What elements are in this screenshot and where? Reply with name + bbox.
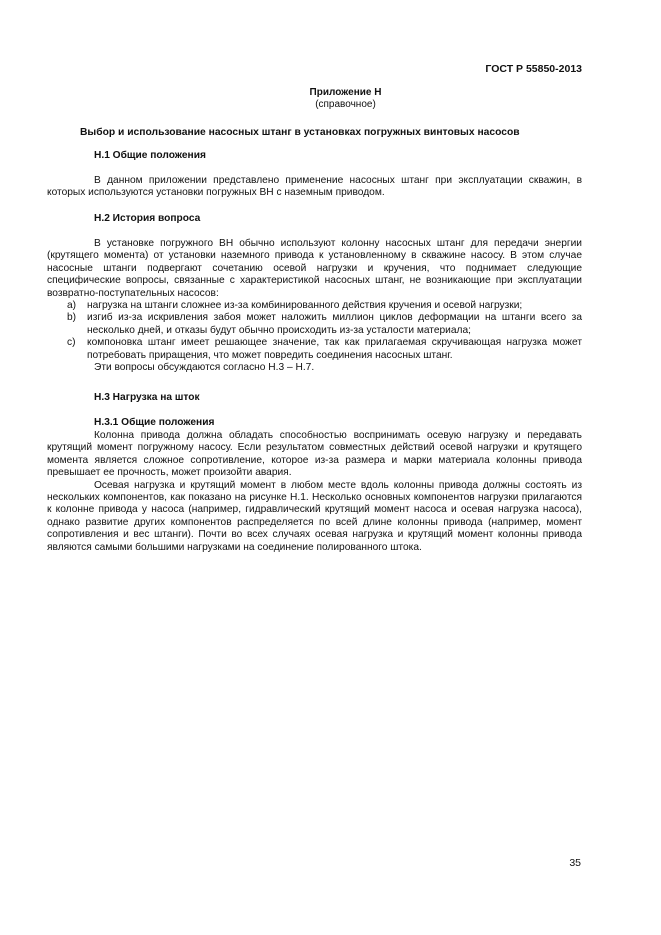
standard-header: ГОСТ Р 55850-2013 [485, 63, 582, 75]
subsection-heading-h3-1: Н.3.1 Общие положения [94, 417, 215, 428]
section-h2-body [47, 238, 582, 374]
section-h1-body [47, 175, 582, 200]
page-number: 35 [569, 857, 581, 869]
appendix-title: Приложение Н [309, 87, 382, 98]
list-marker: a) [67, 300, 77, 312]
section-h3-body [47, 430, 582, 554]
list-marker: b) [67, 312, 77, 324]
section-heading-h1: Н.1 Общие положения [94, 150, 206, 161]
paragraph: Эти вопросы обсуждаются согласно Н.3 – Н.7. [94, 362, 315, 374]
section-heading-h2: Н.2 История вопроса [94, 213, 201, 224]
list-item [47, 300, 582, 312]
paragraph: Колонна привода должна обладать способностью воспринимать осевую нагрузку и передавать крутящий момент погружному насосу. Если результатом совместных действий осевой нагрузки и крутящего момента является сложное сопротивление, которое из-за размера и марки материала колонны привода превышает ее прочность, может произойти авария. [47, 430, 582, 479]
section-heading-h3: Н.3 Нагрузка на шток [94, 392, 200, 403]
paragraph: В установке погружного ВН обычно используют колонну насосных штанг для передачи энергии (крутящего момента) от установки наземного привода к установленному в скважине насосу. В этом случае насосные штанги подвергают сочетанию осевой нагрузки и кручения, что поднимает следующие специфические вопросы, связанные с характеристикой насосных штанг, не возникающие при эксплуатации возвратно-поступательных насосов: [47, 238, 582, 299]
appendix-subtitle: (справочное) [315, 99, 376, 110]
list-item [47, 337, 582, 362]
list-item-text: изгиб из-за искривления забоя может наложить миллион циклов деформации на штанги всего за несколько дней, и отказы будут обычно происходить из-за усталости материала; [87, 312, 582, 336]
paragraph: В данном приложении представлено применение насосных штанг при эксплуатации скважин, в которых используются установки погружных ВН с наземным приводом. [47, 175, 582, 199]
document-title: Выбор и использование насосных штанг в установках погружных винтовых насосов [80, 127, 520, 138]
list-item [47, 312, 582, 337]
appendix-block [0, 87, 661, 111]
list-item-text: нагрузка на штанги сложнее из-за комбинированного действия кручения и осевой нагрузки; [87, 300, 523, 312]
paragraph: Осевая нагрузка и крутящий момент в любом месте вдоль колонны привода должны состоять из нескольких компонентов, как показано на рисунке Н.1. Несколько основных компонентов нагрузки прилагаются к колонне привода у насоса (например, гидравлический крутящий момент насоса и осевая нагрузка насоса), однако развитие других компонентов распределяется по всей длине колонны привода (например, момент сопротивления и вес штанги). Почти во всех случаях осевая нагрузка и крутящий момент колонны привода являются самыми большими нагрузками на соединение полированного штока. [47, 479, 582, 553]
list-marker: c) [67, 337, 76, 349]
list-item-text: компоновка штанг имеет решающее значение, так как прилагаемая скручивающая нагрузка может потребовать приращения, что может повредить соединения насосных штанг. [87, 337, 582, 361]
